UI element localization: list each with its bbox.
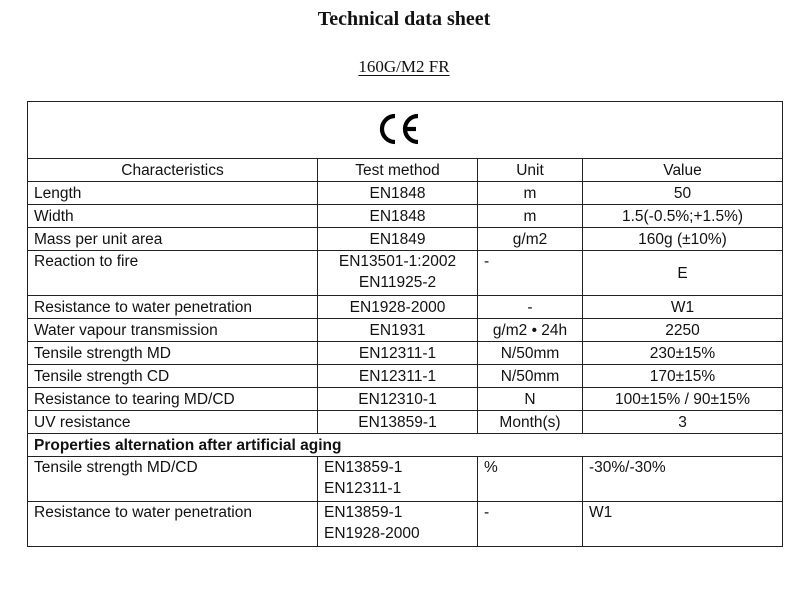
table-row (28, 296, 783, 319)
value-cell: 170±15% (583, 365, 783, 388)
document-subtitle (0, 57, 808, 77)
test-method-line: EN13859-1 (324, 504, 403, 521)
value-cell: 1.5(-0.5%;+1.5%) (583, 205, 783, 228)
ce-mark-cell (28, 102, 783, 159)
characteristic-cell: Tensile strength MD/CD (28, 457, 318, 502)
characteristic-cell: Tensile strength CD (28, 365, 318, 388)
table-row (28, 411, 783, 434)
unit-cell: Month(s) (478, 411, 583, 434)
unit-cell: g/m2 • 24h (478, 319, 583, 342)
characteristic-cell: Width (28, 205, 318, 228)
unit-cell: - (478, 502, 583, 547)
characteristic-cell: UV resistance (28, 411, 318, 434)
table-row (28, 319, 783, 342)
table-row (28, 251, 783, 296)
test-method-cell: EN1848 (318, 205, 478, 228)
header-value: Value (583, 159, 783, 182)
test-method-cell: EN12310-1 (318, 388, 478, 411)
characteristic-cell: Resistance to water penetration (28, 296, 318, 319)
unit-cell: N/50mm (478, 342, 583, 365)
characteristic-cell: Water vapour transmission (28, 319, 318, 342)
section-title: Properties alternation after artificial aging (28, 434, 783, 457)
table-row (28, 205, 783, 228)
test-method-line: EN1928-2000 (324, 525, 420, 542)
test-method-cell: EN12311-1 (318, 365, 478, 388)
test-method-cell: EN1928-2000 (318, 296, 478, 319)
value-cell: W1 (583, 502, 783, 547)
test-method-line: EN11925-2 (358, 274, 437, 291)
characteristic-cell: Resistance to water penetration (28, 502, 318, 547)
test-method-cell: EN1849 (318, 228, 478, 251)
test-method-cell (318, 457, 478, 502)
characteristic-cell: Resistance to tearing MD/CD (28, 388, 318, 411)
table-row (28, 182, 783, 205)
test-method-cell: EN12311-1 (318, 342, 478, 365)
table-row (28, 388, 783, 411)
table-row (28, 502, 783, 547)
value-cell: W1 (583, 296, 783, 319)
unit-cell: - (478, 296, 583, 319)
header-unit: Unit (478, 159, 583, 182)
value-cell: 160g (±10%) (583, 228, 783, 251)
header-test-method: Test method (318, 159, 478, 182)
ce-mark-row (28, 102, 783, 159)
test-method-cell (318, 251, 478, 296)
unit-cell: m (478, 182, 583, 205)
test-method-line: EN12311-1 (324, 480, 402, 497)
unit-cell: N/50mm (478, 365, 583, 388)
value-cell: 2250 (583, 319, 783, 342)
value-cell: -30%/-30% (583, 457, 783, 502)
test-method-cell: EN1931 (318, 319, 478, 342)
ce-mark-icon (375, 111, 423, 147)
characteristic-cell: Mass per unit area (28, 228, 318, 251)
table-row (28, 365, 783, 388)
unit-cell: % (478, 457, 583, 502)
unit-cell: g/m2 (478, 228, 583, 251)
unit-cell: - (478, 251, 583, 296)
characteristic-cell: Reaction to fire (28, 251, 318, 296)
value-cell: E (583, 251, 783, 296)
test-method-cell (318, 502, 478, 547)
table-row (28, 457, 783, 502)
characteristic-cell: Length (28, 182, 318, 205)
value-cell: 230±15% (583, 342, 783, 365)
table-header-row (28, 159, 783, 182)
technical-data-table (27, 101, 783, 547)
value-cell: 50 (583, 182, 783, 205)
header-characteristics: Characteristics (28, 159, 318, 182)
section-header-row (28, 434, 783, 457)
test-method-cell: EN1848 (318, 182, 478, 205)
value-cell: 100±15% / 90±15% (583, 388, 783, 411)
test-method-cell: EN13859-1 (318, 411, 478, 434)
unit-cell: m (478, 205, 583, 228)
test-method-line: EN13859-1 (324, 459, 403, 476)
unit-cell: N (478, 388, 583, 411)
test-method-line: EN13501-1:2002 (338, 253, 457, 270)
subtitle-text: 160G/M2 FR (358, 57, 450, 76)
table-row (28, 342, 783, 365)
document-title: Technical data sheet (317, 8, 491, 30)
characteristic-cell: Tensile strength MD (28, 342, 318, 365)
table-row (28, 228, 783, 251)
value-cell: 3 (583, 411, 783, 434)
